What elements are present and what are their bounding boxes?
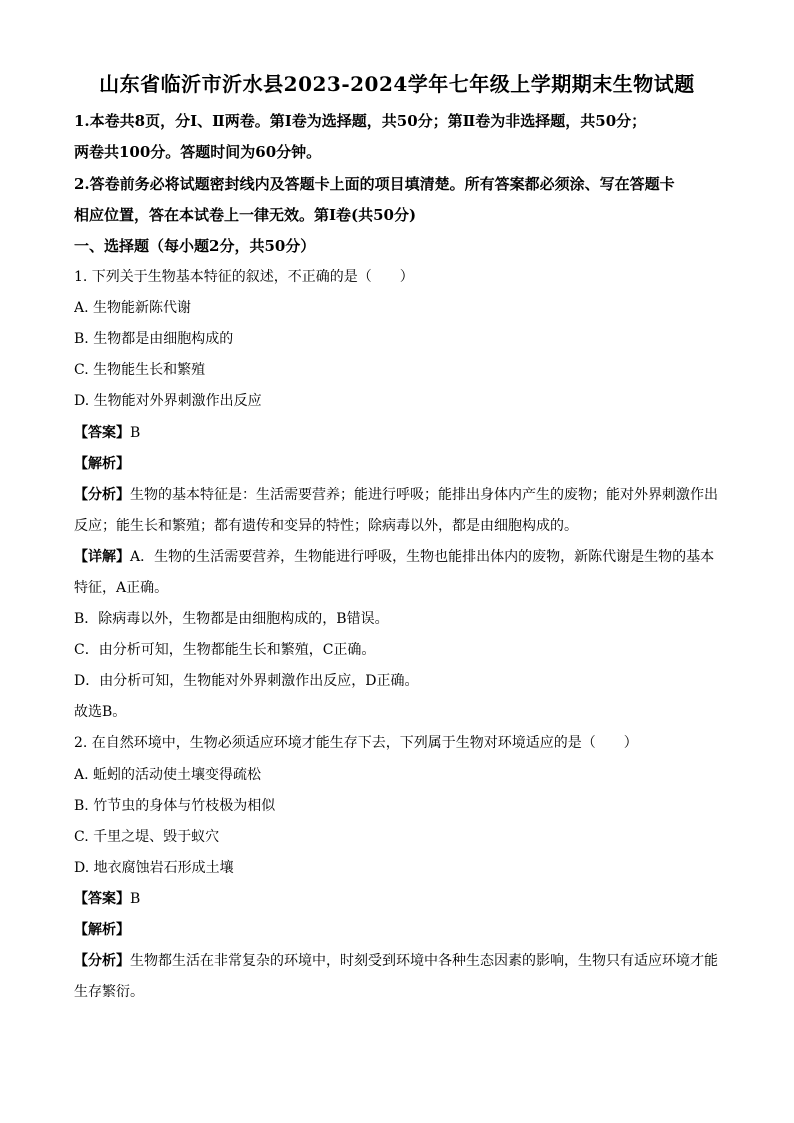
question-1-xiangjie-cont: 特征，A正确。 bbox=[74, 580, 169, 596]
question-1-line-b: B．除病毒以外，生物都是由细胞构成的，B错误。 bbox=[74, 611, 389, 627]
question-1-line-c: C．由分析可知，生物都能生长和繁殖，C正确。 bbox=[74, 642, 376, 658]
answer-value: B bbox=[130, 891, 141, 907]
question-2-option-c: C. 千里之堤、毁于蚁穴 bbox=[74, 829, 220, 845]
fenxi-text: 生物的基本特征是：生活需要营养；能进行呼吸；能排出身体内产生的废物；能对外界刺激作出 bbox=[130, 487, 718, 503]
question-1-xiangjie bbox=[74, 546, 724, 566]
question-2-fenxi-cont: 生存繁衍。 bbox=[74, 984, 144, 1000]
question-1-answer bbox=[74, 422, 724, 442]
xiangjie-text: A．生物的生活需要营养，生物能进行呼吸，生物也能排出体内的废物，新陈代谢是生物的基本 bbox=[130, 549, 715, 565]
question-1-conclusion: 故选B。 bbox=[74, 704, 127, 720]
question-2-option-b: B. 竹节虫的身体与竹枝极为相似 bbox=[74, 798, 276, 814]
section-heading: 一、选择题（每小题2分，共50分） bbox=[74, 237, 316, 255]
note-line-3: 2.答卷前务必将试题密封线内及答题卡上面的项目填清楚。所有答案都必须涂、写在答题卡 bbox=[74, 175, 675, 193]
question-1-option-c: C. 生物能生长和繁殖 bbox=[74, 362, 206, 378]
note-line-2: 两卷共100分。答题时间为60分钟。 bbox=[74, 143, 322, 161]
note-line-1: 1.本卷共8页，分Ⅰ、Ⅱ两卷。第Ⅰ卷为选择题，共50分；第Ⅱ卷为非选择题，共50分； bbox=[74, 112, 647, 130]
answer-label: 【答案】 bbox=[74, 891, 130, 907]
answer-value: B bbox=[130, 425, 141, 441]
fenxi-text: 生物都生活在非常复杂的环境中，时刻受到环境中各种生态因素的影响，生物只有适应环境才能 bbox=[130, 953, 718, 969]
question-2-fenxi bbox=[74, 950, 724, 970]
question-2-analysis-label: 【解析】 bbox=[74, 922, 130, 938]
question-1-line-d: D．由分析可知，生物能对外界刺激作出反应，D正确。 bbox=[74, 673, 419, 689]
question-2-stem: 2. 在自然环境中，生物必须适应环境才能生存下去，下列属于生物对环境适应的是（ ） bbox=[74, 735, 638, 751]
xiangjie-label: 【详解】 bbox=[74, 549, 130, 565]
question-2-answer bbox=[74, 888, 724, 908]
question-1-fenxi bbox=[74, 484, 724, 504]
fenxi-label: 【分析】 bbox=[74, 953, 130, 969]
question-1-option-a: A. 生物能新陈代谢 bbox=[74, 300, 192, 316]
answer-label: 【答案】 bbox=[74, 425, 130, 441]
question-1-stem: 1. 下列关于生物基本特征的叙述，不正确的是（ ） bbox=[74, 269, 414, 285]
question-1-analysis-label: 【解析】 bbox=[74, 456, 130, 472]
question-1-option-b: B. 生物都是由细胞构成的 bbox=[74, 331, 234, 347]
question-2-option-a: A. 蚯蚓的活动使土壤变得疏松 bbox=[74, 767, 262, 783]
fenxi-label: 【分析】 bbox=[74, 487, 130, 503]
question-1-option-d: D. 生物能对外界刺激作出反应 bbox=[74, 393, 262, 409]
note-line-4: 相应位置，答在本试卷上一律无效。第Ⅰ卷(共50分) bbox=[74, 206, 417, 224]
page-title: 山东省临沂市沂水县2023-2024学年七年级上学期期末生物试题 bbox=[99, 72, 695, 96]
question-2-option-d: D. 地衣腐蚀岩石形成土壤 bbox=[74, 860, 234, 876]
question-1-fenxi-cont: 反应；能生长和繁殖；都有遗传和变异的特性；除病毒以外，都是由细胞构成的。 bbox=[74, 518, 578, 534]
